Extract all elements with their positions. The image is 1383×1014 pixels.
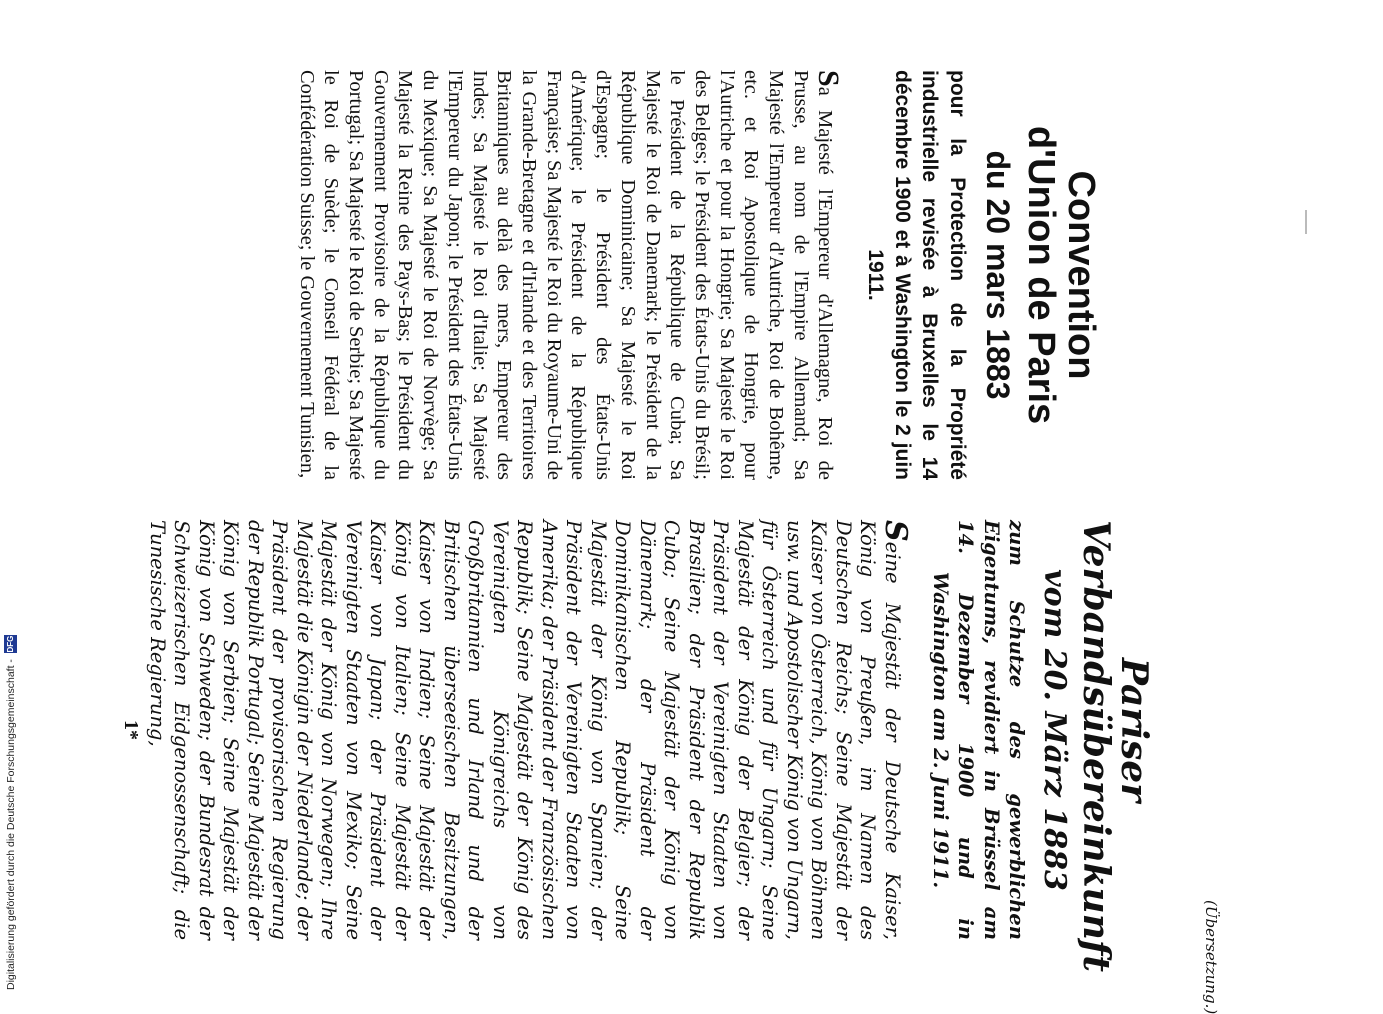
german-body	[144, 520, 913, 941]
dfg-logo-icon: DFG	[6, 635, 15, 653]
german-title-line2: Verbandsübereinkunft	[1075, 520, 1118, 972]
french-title-line1: Convention	[1060, 170, 1102, 380]
rotated-page	[100, 70, 1220, 1014]
translation-note: (Übersetzung.)	[1202, 900, 1220, 1014]
german-body-text: eine Majestät der Deutsche Kaiser, König von Preußen, im Namen des Deutschen Reichs; Seine Majestät der Kaiser von Österreich, König von Böhmen usw. und Apostolischer König von Ungarn, für Österreich und für Ungarn; Seine Majestät der König der Belgier; der Präsident der Vereinigten Staaten von Brasilien; der Präsident der Republik Cuba; Seine Majestät der König von Dänemark; der Präsident der Dominikanischen Republik; Seine Majestät der König von Spanien; der Präsident der Vereinigten Staaten von Amerika; der Präsident der Französischen Republik; Seine Majestät der König des Vereinigten Königreichs von Großbritannien und Irland und der Britischen überseeischen Besitzungen, Kaiser von Indien; Seine Majestät der König von Italien; Seine Majestät der Kaiser von Japan; der Präsident der Vereinigten Staaten von Mexiko; Seine Majestät der König von Norwegen; Ihre Majestät die Königin der Niederlande; der Präsident der provisorischen Regierung der Republik Portugal; Seine Majestät der König von Serbien; Seine Majestät der König von Schweden; der Bundesrat der Schweizerischen Eidgenossenschaft; die Tunesische Regierung,	[145, 520, 904, 941]
french-column	[294, 70, 1220, 480]
french-title-line2: d'Union de Paris	[1020, 125, 1063, 425]
german-title-date: vom 20. März 1883	[1037, 569, 1073, 891]
german-title-line1: Pariser	[1113, 657, 1155, 803]
french-title-date: du 20 mars 1883	[980, 150, 1017, 400]
french-body	[294, 70, 846, 480]
french-subtitle: pour la Protection de la Propriété industrielle revisée à Bruxelles le 14 décembre 1900 et à Washington le 2 juin 1911.	[863, 70, 969, 480]
french-drop-cap: S	[812, 70, 846, 87]
footer-text: Digitalisierung gefördert durch die Deutsche Forschungsgemeinschaft -	[4, 659, 17, 990]
digitization-footer	[4, 635, 17, 990]
german-drop-cap: S	[877, 520, 913, 542]
margin-mark	[1305, 210, 1307, 234]
page-number: 1*	[120, 720, 142, 740]
german-subtitle: zum Schutze des gewerblichen Eigentums, revidiert in Brüssel am 14. Dezember 1900 und in Washington am 2. Juni 1911.	[928, 520, 1028, 940]
french-body-text: a Majesté l'Empereur d'Allemagne, Roi de Prusse, au nom de l'Empire Allemand; Sa Majesté l'Empereur d'Autriche, Roi de Bohême, etc. et Roi Apostolique de Hongrie, pour l'Autriche et pour la Hongrie; Sa Majesté le Roi des Belges; le Président des États-Unis du Brésil; le Président de la République de Cuba; Sa Majesté le Roi de Danemark; le Président de la République Dominicaine; Sa Majesté le Roi d'Espagne; le Président des États-Unis d'Amérique; le Président de la République Française; Sa Majesté le Roi du Royaume-Uni de la Grande-Bretagne et d'Irlande et des Territoires Britanniques au delà des mers, Empereur des Indes; Sa Majesté le Roi d'Italie; Sa Majesté l'Empereur du Japon; le Président des États-Unis du Mexique; Sa Majesté le Roi de Norvège; Sa Majesté la Reine des Pays-Bas; le Président du Gouvernement Provisoire de la République du Portugal; Sa Majesté le Roi de Serbie; Sa Majesté le Roi de Suède; le Conseil Fédéral de la Confédération Suisse; le Gouvernement Tunisien,	[295, 70, 837, 480]
